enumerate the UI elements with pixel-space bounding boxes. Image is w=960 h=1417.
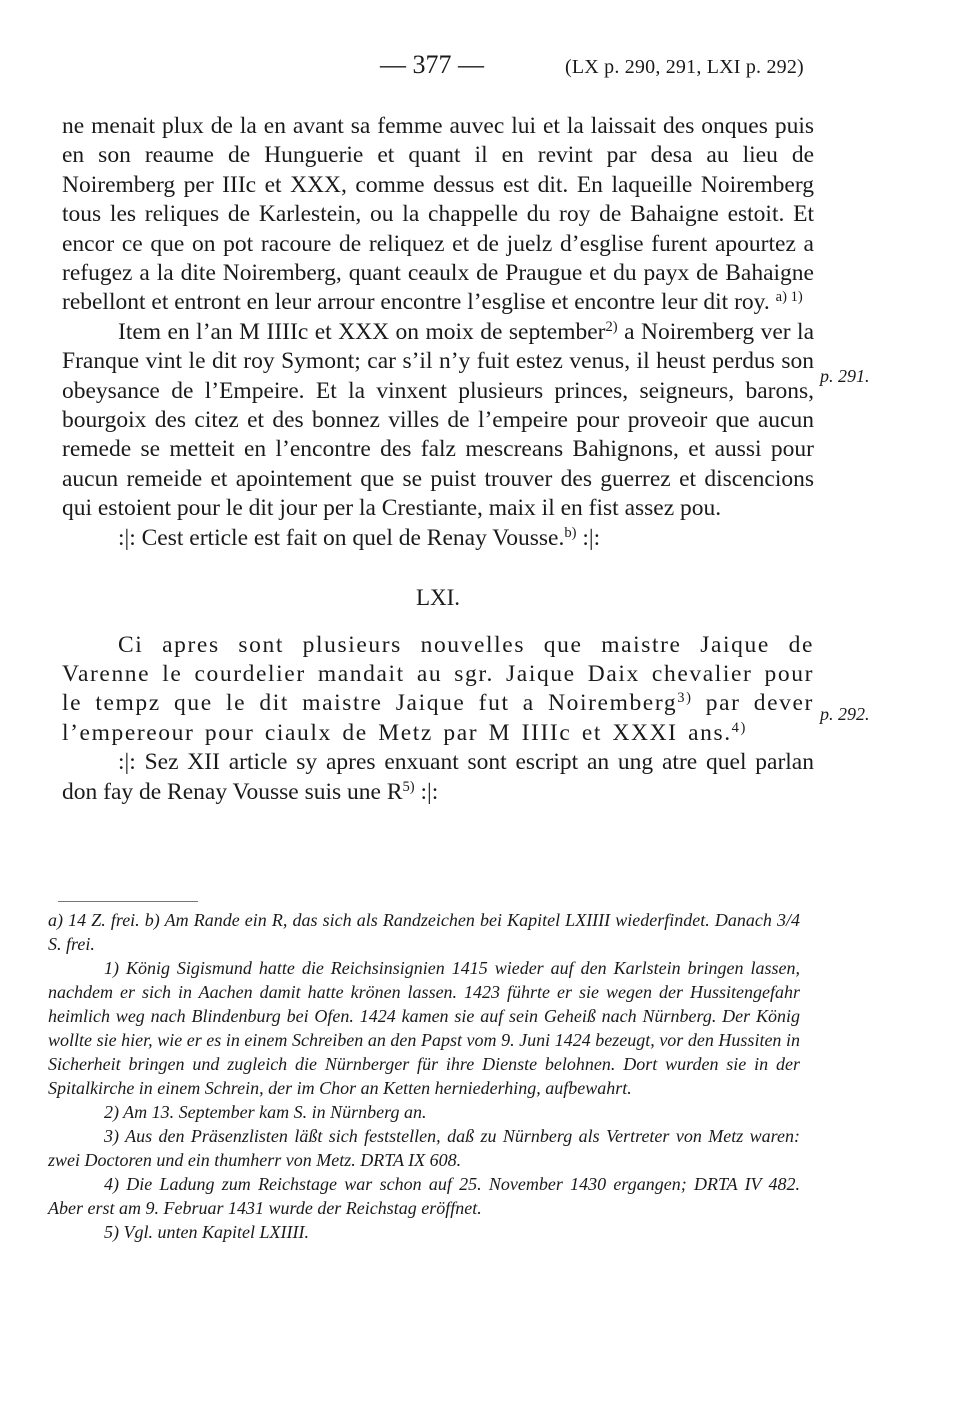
paragraph-1 [62, 112, 814, 318]
page-number: — 377 — [380, 50, 484, 79]
footnote-3: 3) Aus den Präsenzlisten läßt sich feststellen, daß zu Nürnberg als Vertreter von Metz waren: zwei Doctoren und ein thumherr von Metz. DRTA IX 608. [48, 1126, 800, 1170]
paragraph-5 [62, 748, 814, 807]
footnote-rule [58, 901, 198, 902]
footnote-ab: a) 14 Z. frei. b) Am Rande ein R, das sich als Randzeichen bei Kapitel LXIIII wiederfindet. Danach 3/4 S. frei. [48, 910, 800, 954]
paragraph-3-end: :|: [582, 524, 601, 551]
main-text [62, 112, 814, 807]
footnote-ref-3: 3) [677, 690, 693, 707]
paragraph-3 [62, 524, 814, 553]
footnote-2: 2) Am 13. September kam S. in Nürnberg an. [104, 1102, 427, 1122]
section-heading: LXI. [415, 585, 461, 611]
paragraph-2-text-b: a Noiremberg ver la Franque vint le dit roy Symont; car s’il n’y fuit estez venus, il heust perdus son obeysance de l’Empeire. Et la vinxent plusieurs princes, seigneurs, barons, bourgoix des citez et des bonnez villes de l’empeire pour proveoir que aucun remede se metteit en l’encontre des falz mescreans Bahignons, et aussi pour aucun remeide et apointement que se puist trouver des guerrez et discencions qui estoient pour le dit jour per la Crestiante, maix il en fist assez pou. [62, 318, 814, 522]
chapter-reference: (LX p. 290, 291, LXI p. 292) [565, 56, 804, 78]
footnote-4: 4) Die Ladung zum Reichstage war schon auf 25. November 1430 ergangen; DRTA IV 482. Aber erst am 9. Februar 1431 wurde der Reichstag eröffnet. [48, 1174, 800, 1218]
margin-note-p291: p. 291. [820, 366, 870, 386]
paragraph-4-text-b: par dever l’empereour pour ciaulx de Metz par M IIIIc et XXXI ans. [62, 690, 814, 746]
footnote-ref-2: 2) [605, 318, 618, 335]
footnote-ref-b: b) [564, 524, 577, 541]
paragraph-2 [62, 318, 814, 524]
page-header [0, 50, 960, 90]
footnote-5: 5) Vgl. unten Kapitel LXIIII. [104, 1222, 309, 1242]
paragraph-1-notes: a) 1) [775, 289, 803, 306]
paragraph-4 [62, 631, 814, 749]
paragraph-1-text: ne menait plux de la en avant sa femme auvec lui et la laissait des onques puis en son reaume de Hunguerie et quant il en revint par desa au lieu de Noiremberg per IIIc et XXX, comme dessus est dit. En laqueille Noiremberg tous les reliques de Karlestein, ou la chappelle du roy de Bahaigne estoit. Et encor ce que on pot racoure de reliquez et de juelz d’esglise furent apourtez a refugez a la dite Noiremberg, quant ceaulx de Praugue et du payx de Bahaigne rebellont et entront en leur arrour encontre l’esglise et encontre leur dit roy. [62, 113, 814, 316]
paragraph-5-end: :|: [420, 778, 439, 805]
footnote-ref-4: 4) [731, 719, 748, 736]
paragraph-2-text-a: Item en l’an M IIIIc et XXX on moix de september [118, 318, 606, 345]
paragraph-4-text-a: Ci apres sont plusieurs nouvelles que maistre Jaique de Varenne le courdelier mandait au sgr. Jaique Daix chevalier pour le tempz que le dit maistre Jaique fut a Noiremberg [62, 631, 814, 717]
margin-note-p292: p. 292. [820, 704, 870, 724]
paragraph-5-text: :|: Sez XII article sy apres enxuant sont escript an ung atre quel parlan don fay de Renay Vousse suis une R [62, 749, 814, 805]
paragraph-3-text: :|: Cest erticle est fait on quel de Renay Vousse. [118, 524, 565, 551]
footnote-ref-5: 5) [402, 778, 415, 795]
footnote-1: 1) König Sigismund hatte die Reichsinsignien 1415 wieder auf den Karlstein bringen lassen, nachdem er sich in Aachen damit hatte krönen lassen. 1423 führte er sie wegen der Hussitengefahr heimlich weg nach Blindenburg bei Ofen. 1424 kamen sie auf sein Geheiß nach Nürnberg. Der König wollte sie hier, wie er es in einem Schreiben an den Papst vom 9. Juni 1424 bezeugt, vor den Hussiten in Sicherheit bringen und zugleich die Nürnberger für ihre Dienste belohnen. Dort wurden sie in der Spitalkirche in einem Schrein, der im Chor an Ketten herniederhing, aufbewahrt. [48, 958, 800, 1098]
footnotes [48, 908, 800, 1244]
